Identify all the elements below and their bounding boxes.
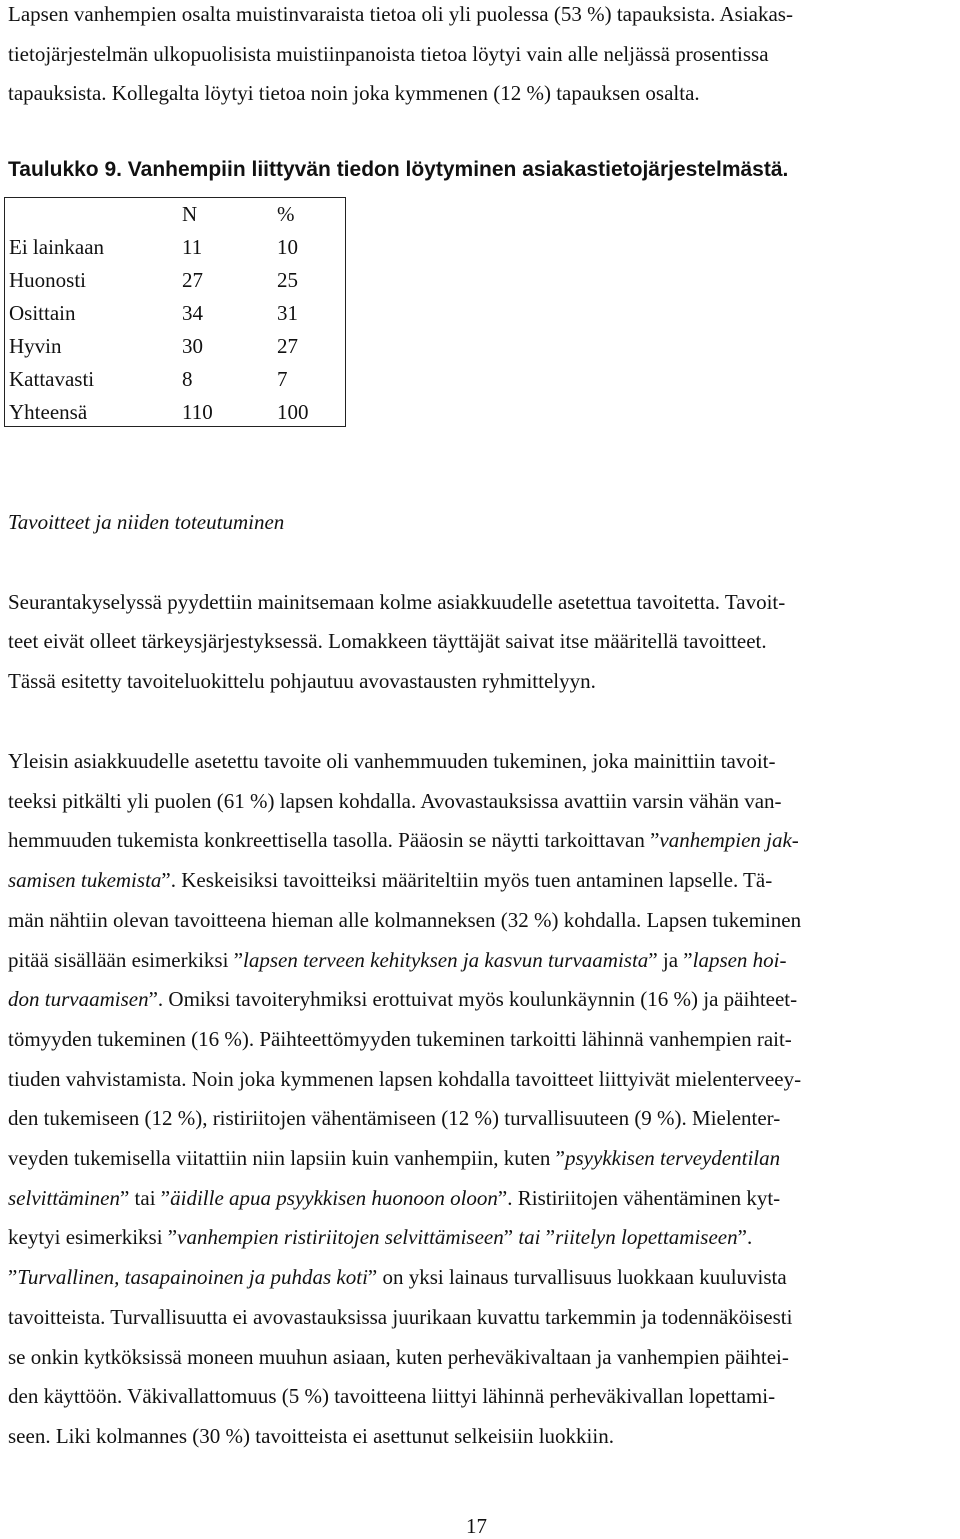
text-segment: se onkin kytköksissä moneen muuhun asiaan, kuten perheväkivaltaan ja vanhempien päihtei- <box>8 1345 789 1369</box>
text-segment: tiuden vahvistamista. Noin joka kymmenen lapsen kohdalla tavoitteet liittyivät mielenterveey- <box>8 1067 802 1091</box>
row-label: Kattavasti <box>9 367 95 391</box>
quoted-text: tai <box>518 1225 541 1249</box>
row-n: 34 <box>182 301 203 325</box>
quoted-text: äidille apua psyykkisen huonoon oloon <box>170 1186 498 1210</box>
paragraph-line: Tässä esitetty tavoiteluokittelu pohjautuu avovastausten ryhmittelyyn. <box>8 669 596 693</box>
text-segment: ” ja ” <box>648 948 693 972</box>
text-segment: män nähtiin olevan tavoitteena hieman alle kolmanneksen (32 %) kohdalla. Lapsen tukeminen <box>8 908 802 932</box>
text-segment: tavoitteista. Turvallisuutta ei avovastauksissa juurikaan kuvattu tarkemmin ja todennäköisesti <box>8 1305 793 1329</box>
text-segment: den käyttöön. Väkivallattomuus (5 %) tavoitteena liittyi lähinnä perheväkivallan lopettami- <box>8 1384 776 1408</box>
row-percent: 27 <box>277 334 298 358</box>
paragraph-line <box>8 868 772 892</box>
paragraph-line <box>8 948 787 972</box>
paragraph-line <box>8 1027 792 1051</box>
text-segment: seen. Liki kolmannes (30 %) tavoitteista ei asettunut selkeisiin luokkiin. <box>8 1424 614 1448</box>
table-row <box>5 330 345 363</box>
paragraph-line <box>8 1305 792 1329</box>
row-label: Yhteensä <box>9 400 88 424</box>
quoted-text: psyykkisen terveydentilan <box>564 1146 781 1170</box>
table-caption: Taulukko 9. Vanhempiin liittyvän tiedon löytyminen asiakastietojärjestelmästä. <box>8 158 789 181</box>
intro-line: tietojärjestelmän ulkopuolisista muistiinpanoista tietoa löytyi vain alle neljässä prosentissa <box>8 42 769 66</box>
table-row-total <box>5 396 345 429</box>
paragraph-line <box>8 1067 801 1091</box>
row-label: Huonosti <box>9 268 87 292</box>
text-segment: ”. <box>737 1225 753 1249</box>
row-label: Hyvin <box>9 334 62 358</box>
intro-line: tapauksista. Kollegalta löytyi tietoa noin joka kymmenen (12 %) tapauksen osalta. <box>8 81 700 105</box>
text-segment: keytyi esimerkiksi ” <box>8 1225 178 1249</box>
paragraph-line <box>8 1106 780 1130</box>
header-n: N <box>182 202 198 226</box>
paragraph-line <box>8 987 797 1011</box>
text-segment: ” on yksi lainaus turvallisuus luokkaan kuuluvista <box>367 1265 787 1289</box>
table-header-row <box>5 198 345 231</box>
results-table <box>4 197 346 427</box>
paragraph-line <box>8 1225 752 1249</box>
row-n: 30 <box>182 334 203 358</box>
row-percent: 100 <box>277 400 309 424</box>
quoted-text: lapsen terveen kehityksen ja kasvun turvaamista <box>243 948 649 972</box>
row-n: 110 <box>182 400 213 424</box>
row-percent: 10 <box>277 235 298 259</box>
text-segment: ” <box>503 1225 519 1249</box>
text-segment: den tukemiseen (12 %), ristiriitojen vähentämiseen (12 %) turvallisuuteen (9 %). Mielenter- <box>8 1106 781 1130</box>
table-row <box>5 264 345 297</box>
paragraph-line: Seurantakyselyssä pyydettiin mainitsemaan kolme asiakkuudelle asetettua tavoitetta. Tavoit- <box>8 590 786 614</box>
text-segment: ” <box>8 1265 18 1289</box>
quoted-text: samisen tukemista <box>8 868 162 892</box>
quoted-text: don turvaamisen <box>8 987 149 1011</box>
text-segment: ”. Ristiriitojen vähentäminen kyt- <box>497 1186 781 1210</box>
header-percent: % <box>277 202 295 226</box>
paragraph-line <box>8 1345 789 1369</box>
text-segment: veyden tukemisella viitattiin niin lapsiin kuin vanhempiin, kuten ” <box>8 1146 565 1170</box>
text-segment: ” <box>540 1225 556 1249</box>
quoted-text: selvittäminen <box>8 1186 120 1210</box>
quoted-text: riitelyn lopettamiseen <box>555 1225 738 1249</box>
page-number: 17 <box>466 1514 487 1538</box>
text-segment: Yleisin asiakkuudelle asetettu tavoite oli vanhemmuuden tukeminen, joka mainittiin tavoit- <box>8 749 776 773</box>
row-n: 27 <box>182 268 203 292</box>
intro-line: Lapsen vanhempien osalta muistinvaraista tietoa oli yli puolessa (53 %) tapauksista. Asiakas- <box>8 2 793 26</box>
paragraph-line <box>8 828 799 852</box>
paragraph-line <box>8 1265 787 1289</box>
row-percent: 31 <box>277 301 298 325</box>
row-label: Ei lainkaan <box>9 235 105 259</box>
section-title: Tavoitteet ja niiden toteutuminen <box>8 510 285 534</box>
text-segment: ”. Omiksi tavoiteryhmiksi erottuivat myös koulunkäynnin (16 %) ja päihteet- <box>148 987 798 1011</box>
table-row <box>5 297 345 330</box>
row-percent: 25 <box>277 268 298 292</box>
paragraph-line <box>8 789 782 813</box>
row-percent: 7 <box>277 367 288 391</box>
paragraph-line: teet eivät olleet tärkeysjärjestyksessä. Lomakkeen täyttäjät saivat itse määritellä tavoitteet. <box>8 629 767 653</box>
paragraph-line <box>8 1384 775 1408</box>
table-row <box>5 363 345 396</box>
table-row <box>5 231 345 264</box>
row-n: 8 <box>182 367 193 391</box>
paragraph-line <box>8 1186 780 1210</box>
text-segment: tömyyden tukeminen (16 %). Päihteettömyyden tukeminen tarkoitti lähinnä vanhempien rait- <box>8 1027 792 1051</box>
text-segment: teeksi pitkälti yli puolen (61 %) lapsen kohdalla. Avovastauksissa avattiin varsin vähän van- <box>8 789 782 813</box>
quoted-text: lapsen hoi- <box>692 948 787 972</box>
paragraph-line <box>8 749 775 773</box>
quoted-text: vanhempien ristiriitojen selvittämiseen <box>177 1225 504 1249</box>
paragraph-line <box>8 908 801 932</box>
text-segment: pitää sisällään esimerkiksi ” <box>8 948 244 972</box>
row-label: Osittain <box>9 301 76 325</box>
text-segment: ”. Keskeisiksi tavoitteiksi määriteltiin myös tuen antaminen lapselle. Tä- <box>161 868 773 892</box>
quoted-text: Turvallinen, tasapainoinen ja puhdas koti <box>17 1265 368 1289</box>
quoted-text: vanhempien jak- <box>659 828 799 852</box>
paragraph-line <box>8 1146 780 1170</box>
text-segment: ” tai ” <box>119 1186 171 1210</box>
paragraph-line <box>8 1424 614 1448</box>
text-segment: hemmuuden tukemista konkreettisella tasolla. Pääosin se näytti tarkoittavan ” <box>8 828 660 852</box>
row-n: 11 <box>182 235 203 259</box>
